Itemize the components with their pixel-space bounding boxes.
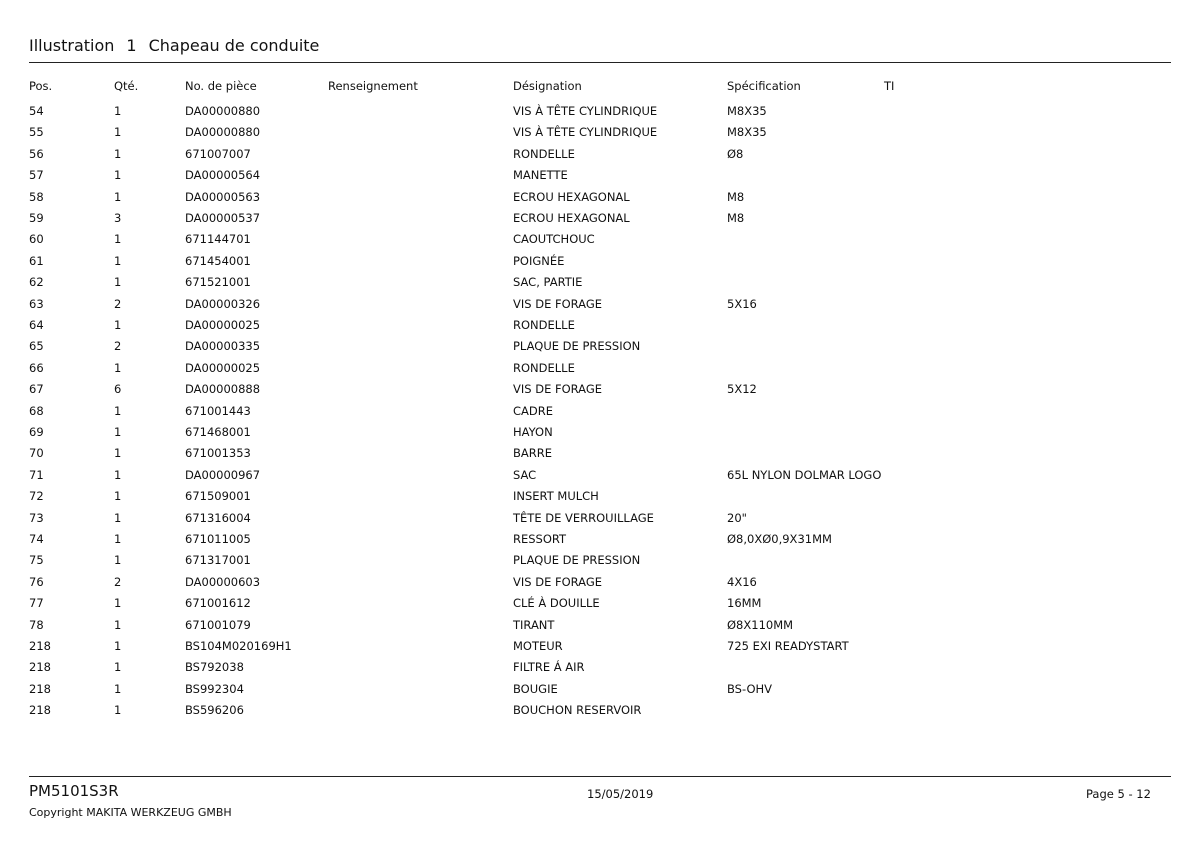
row-pos: 78 <box>29 617 44 632</box>
row-pos: 62 <box>29 275 44 290</box>
row-pos: 64 <box>29 318 44 332</box>
row-part-number: DA00000563 <box>185 189 261 204</box>
row-qty: 1 <box>114 275 122 290</box>
table-row <box>0 316 1200 334</box>
row-designation: ECROU HEXAGONAL <box>513 211 630 225</box>
row-specification: 5X16 <box>727 296 757 311</box>
row-pos: 59 <box>29 211 44 225</box>
row-part-number: 671468001 <box>185 425 251 439</box>
copyright: Copyright MAKITA WERKZEUG GMBH <box>29 806 232 819</box>
row-designation: PLAQUE DE PRESSION <box>513 553 641 568</box>
col-header-designation: Désignation <box>513 79 582 93</box>
row-designation: BARRE <box>513 446 553 461</box>
col-header-qty: Qté. <box>114 79 139 93</box>
table-row <box>0 551 1200 569</box>
row-qty: 1 <box>114 168 122 183</box>
row-qty: 2 <box>114 574 122 589</box>
col-header-ti: TI <box>884 79 895 93</box>
row-specification: 4X16 <box>727 574 757 589</box>
row-part-number: 671011005 <box>185 532 251 546</box>
table-row <box>0 166 1200 184</box>
row-pos: 71 <box>29 467 44 482</box>
col-header-part-number: No. de pièce <box>185 79 257 93</box>
row-designation: SAC, PARTIE <box>513 275 583 290</box>
row-pos: 75 <box>29 553 44 568</box>
row-pos: 61 <box>29 253 44 268</box>
table-row <box>0 466 1200 484</box>
row-part-number: 671001353 <box>185 446 251 461</box>
row-designation: VIS DE FORAGE <box>513 296 603 311</box>
table-row <box>0 145 1200 163</box>
row-part-number: 671001443 <box>185 403 251 418</box>
row-pos: 54 <box>29 104 44 118</box>
row-part-number: 671509001 <box>185 489 251 504</box>
row-specification: M8 <box>727 189 745 204</box>
row-pos: 73 <box>29 510 44 525</box>
row-specification: 725 EXI READYSTART <box>727 639 849 653</box>
model-code: PM5101S3R <box>29 782 119 800</box>
row-part-number: 671144701 <box>185 232 251 247</box>
row-pos: 63 <box>29 296 44 311</box>
row-part-number: DA00000564 <box>185 168 261 183</box>
row-pos: 74 <box>29 532 44 546</box>
table-row <box>0 680 1200 698</box>
row-qty: 1 <box>114 146 122 161</box>
row-pos: 70 <box>29 446 44 461</box>
title-name: Chapeau de conduite <box>148 36 320 55</box>
table-row <box>0 273 1200 291</box>
table-row <box>0 123 1200 141</box>
table-row <box>0 487 1200 505</box>
row-designation: RESSORT <box>513 532 567 546</box>
row-pos: 218 <box>29 703 51 718</box>
row-specification: Ø8X110MM <box>727 617 794 632</box>
row-part-number: 671001079 <box>185 617 251 632</box>
row-part-number: DA00000880 <box>185 125 261 140</box>
row-specification: 65L NYLON DOLMAR LOGO <box>727 467 882 482</box>
row-designation: RONDELLE <box>513 146 575 161</box>
table-header <box>0 77 1200 95</box>
row-specification: 16MM <box>727 596 762 611</box>
row-qty: 3 <box>114 211 122 225</box>
row-part-number: 671317001 <box>185 553 251 568</box>
row-qty: 1 <box>114 617 122 632</box>
row-specification: 5X12 <box>727 382 757 397</box>
table-row <box>0 230 1200 248</box>
row-designation: VIS À TÊTE CYLINDRIQUE <box>513 104 658 118</box>
row-specification: Ø8,0XØ0,9X31MM <box>727 532 832 546</box>
row-part-number: DA00000603 <box>185 574 261 589</box>
row-specification: BS-OHV <box>727 681 773 696</box>
row-qty: 1 <box>114 489 122 504</box>
row-specification: M8 <box>727 211 745 225</box>
row-qty: 1 <box>114 660 122 675</box>
row-qty: 1 <box>114 360 122 375</box>
table-row <box>0 337 1200 355</box>
col-header-info: Renseignement <box>328 79 418 93</box>
row-pos: 72 <box>29 489 44 504</box>
table-row <box>0 295 1200 313</box>
row-designation: MOTEUR <box>513 639 563 653</box>
row-qty: 1 <box>114 596 122 611</box>
row-part-number: DA00000335 <box>185 339 261 354</box>
table-row <box>0 509 1200 527</box>
row-qty: 1 <box>114 532 122 546</box>
table-row <box>0 209 1200 227</box>
table-row <box>0 530 1200 548</box>
table-row <box>0 637 1200 655</box>
table-row <box>0 444 1200 462</box>
row-designation: PLAQUE DE PRESSION <box>513 339 641 354</box>
row-pos: 65 <box>29 339 44 354</box>
row-pos: 58 <box>29 189 44 204</box>
row-pos: 218 <box>29 660 51 675</box>
row-part-number: DA00000025 <box>185 360 261 375</box>
row-part-number: DA00000880 <box>185 104 261 118</box>
footer-divider <box>29 776 1171 777</box>
table-row <box>0 188 1200 206</box>
table-row <box>0 359 1200 377</box>
table-row <box>0 616 1200 634</box>
row-pos: 67 <box>29 382 44 397</box>
row-designation: POIGNÉE <box>513 253 565 268</box>
row-designation: INSERT MULCH <box>513 489 599 504</box>
row-qty: 1 <box>114 510 122 525</box>
row-designation: VIS À TÊTE CYLINDRIQUE <box>513 125 658 140</box>
row-specification: Ø8 <box>727 146 744 161</box>
page-title <box>29 36 319 55</box>
row-qty: 1 <box>114 703 122 718</box>
row-designation: BOUCHON RESERVOIR <box>513 703 642 718</box>
row-qty: 1 <box>114 403 122 418</box>
title-label: Illustration <box>29 36 115 55</box>
row-qty: 6 <box>114 382 122 397</box>
row-part-number: 671521001 <box>185 275 251 290</box>
row-designation: SAC <box>513 467 537 482</box>
title-number: 1 <box>126 36 137 55</box>
table-row <box>0 423 1200 441</box>
col-header-pos: Pos. <box>29 79 53 93</box>
row-part-number: DA00000537 <box>185 211 261 225</box>
row-designation: CAOUTCHOUC <box>513 232 595 247</box>
row-pos: 69 <box>29 425 44 439</box>
row-pos: 56 <box>29 146 44 161</box>
row-designation: RONDELLE <box>513 360 575 375</box>
row-specification: M8X35 <box>727 125 767 140</box>
row-pos: 68 <box>29 403 44 418</box>
row-qty: 1 <box>114 189 122 204</box>
row-designation: CADRE <box>513 403 554 418</box>
row-designation: TIRANT <box>513 617 555 632</box>
row-pos: 218 <box>29 681 51 696</box>
table-row <box>0 402 1200 420</box>
row-part-number: DA00000326 <box>185 296 261 311</box>
row-specification: 20" <box>727 510 747 525</box>
row-designation: FILTRE Á AIR <box>513 660 585 675</box>
row-qty: 1 <box>114 639 122 653</box>
row-pos: 60 <box>29 232 44 247</box>
row-pos: 77 <box>29 596 44 611</box>
row-pos: 76 <box>29 574 44 589</box>
row-part-number: BS596206 <box>185 703 244 718</box>
row-qty: 1 <box>114 125 122 140</box>
row-part-number: 671007007 <box>185 146 251 161</box>
row-qty: 2 <box>114 296 122 311</box>
table-row <box>0 573 1200 591</box>
table-row <box>0 594 1200 612</box>
row-qty: 1 <box>114 104 122 118</box>
col-header-specification: Spécification <box>727 79 801 93</box>
row-qty: 1 <box>114 425 122 439</box>
table-row <box>0 701 1200 719</box>
row-pos: 57 <box>29 168 44 183</box>
header-divider <box>29 62 1171 63</box>
row-qty: 1 <box>114 232 122 247</box>
row-part-number: DA00000967 <box>185 467 261 482</box>
row-part-number: 671454001 <box>185 253 251 268</box>
row-designation: TÊTE DE VERROUILLAGE <box>513 510 654 525</box>
table-row <box>0 658 1200 676</box>
row-part-number: DA00000025 <box>185 318 261 332</box>
row-part-number: BS104M020169H1 <box>185 639 292 653</box>
table-row <box>0 380 1200 398</box>
row-qty: 1 <box>114 318 122 332</box>
row-part-number: DA00000888 <box>185 382 261 397</box>
row-designation: HAYON <box>513 425 553 439</box>
row-qty: 2 <box>114 339 122 354</box>
row-designation: VIS DE FORAGE <box>513 382 603 397</box>
row-designation: RONDELLE <box>513 318 575 332</box>
row-designation: ECROU HEXAGONAL <box>513 189 630 204</box>
row-part-number: BS792038 <box>185 660 244 675</box>
row-qty: 1 <box>114 253 122 268</box>
row-part-number: 671001612 <box>185 596 251 611</box>
row-part-number: 671316004 <box>185 510 251 525</box>
row-qty: 1 <box>114 681 122 696</box>
row-qty: 1 <box>114 467 122 482</box>
row-designation: BOUGIE <box>513 681 558 696</box>
row-qty: 1 <box>114 553 122 568</box>
row-pos: 55 <box>29 125 44 140</box>
row-qty: 1 <box>114 446 122 461</box>
table-row <box>0 102 1200 120</box>
row-pos: 66 <box>29 360 44 375</box>
row-part-number: BS992304 <box>185 681 244 696</box>
page-number: Page 5 - 12 <box>1086 787 1151 801</box>
row-designation: MANETTE <box>513 168 568 183</box>
document-date: 15/05/2019 <box>587 787 654 801</box>
row-designation: CLÉ À DOUILLE <box>513 596 600 611</box>
row-pos: 218 <box>29 639 51 653</box>
row-specification: M8X35 <box>727 104 767 118</box>
table-row <box>0 252 1200 270</box>
row-designation: VIS DE FORAGE <box>513 574 603 589</box>
